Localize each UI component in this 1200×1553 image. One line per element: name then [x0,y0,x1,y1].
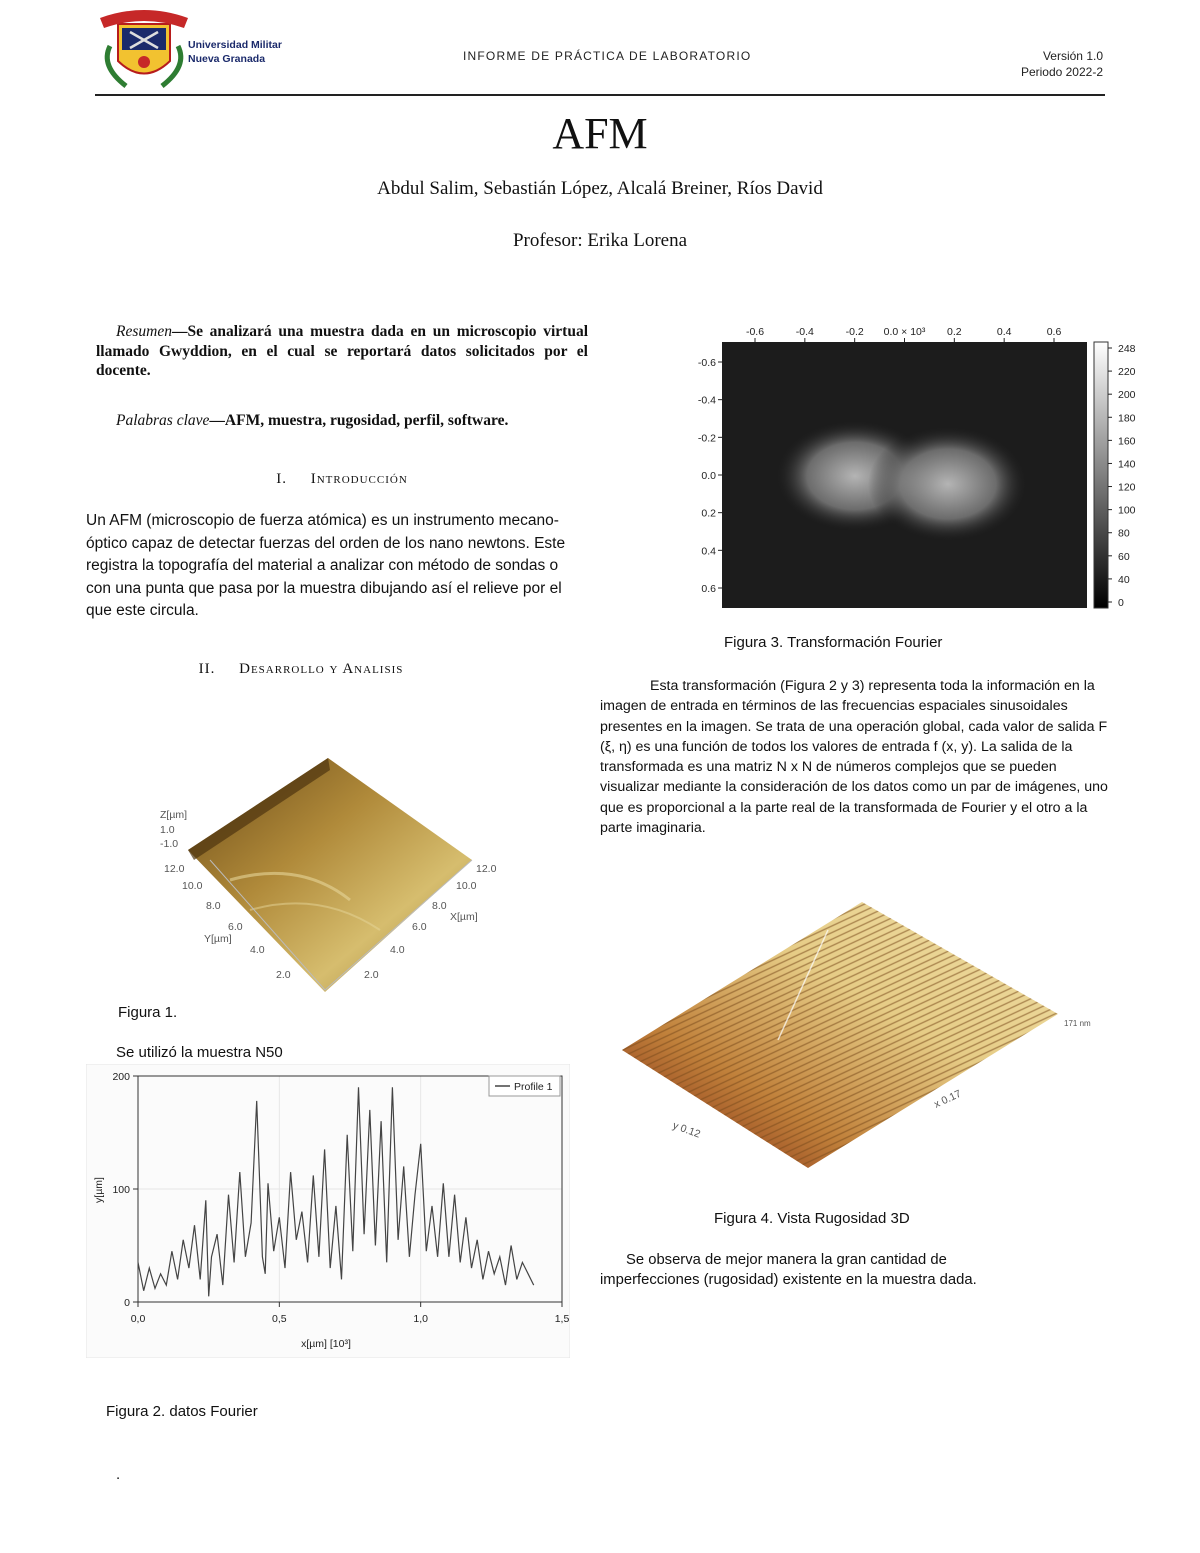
fig1-x-tick-3: 8.0 [432,900,447,912]
fourier-colorbar [1094,342,1108,608]
figure-3-caption: Figura 3. Transformación Fourier [724,634,943,651]
section-1-title: Introducción [310,471,408,487]
page-title: AFM [552,109,648,158]
section-heading-1 [96,471,588,488]
keywords [96,411,588,431]
figure-2-profile-chart [86,1064,570,1358]
fig3-colorbar-tick-label: 248 [1118,343,1136,355]
fig3-y-tick-label: 0.0 [701,470,716,482]
figure-4-roughness-3d [618,890,1098,1180]
fig3-x-tick-label: -0.2 [845,326,864,338]
section-1-num: I. [276,471,287,487]
fig3-colorbar-tick-label: 220 [1118,366,1136,379]
fig3-colorbar-tick-label: 200 [1118,389,1136,402]
fig4-x-label: x 0.17 [932,1087,964,1111]
logo-line1: Universidad Militar [188,39,282,51]
section-heading-2 [86,661,516,678]
fourier-text: Esta transformación (Figura 2 y 3) representa toda la información en la imagen de entrada en términos de las frecuencias espaciales sinusoidales presentes en la imagen. Se trata de una operación global, cada valor de salida F (ξ, η) es una función de todos los valores de entrada f (x, y). La salida de la transformada es una matriz N x N de números complejos que se pueden visualizar mediante la consideración de los datos como un par de imágenes, uno que es proporcional a la parte real de la transformada de Fourier y el otro a la parte imaginaria. [600,678,1108,837]
fig1-y-label: Y[µm] [204,933,232,945]
fig3-colorbar-tick-label: 180 [1118,412,1136,425]
chart-legend [489,1076,560,1096]
figure-1-note: Se utilizó la muestra N50 [116,1044,283,1061]
section-2-num: II. [198,661,216,677]
chart-legend-label: Profile 1 [514,1081,553,1093]
roughness-text: Se observa de mejor manera la gran cantidad de imperfecciones (rugosidad) existente en la muestra dada. [600,1252,977,1288]
abstract-text: —Se analizará una muestra dada en un microscopio virtual llamado Gwyddion, en el cual se reportará datos solicitados por el docente. [96,323,588,379]
figure-1-caption: Figura 1. [118,1004,178,1021]
fig3-colorbar-tick-label: 80 [1118,527,1130,540]
fig3-x-tick-label: 0.0 × 10³ [883,326,926,338]
university-logo [96,6,192,92]
footer-dot: . [116,1466,121,1483]
fig1-y-tick-4: 6.0 [228,921,243,933]
fig3-colorbar-tick-label: 40 [1118,573,1130,586]
fig4-z-label: 171 nm [1064,1019,1091,1028]
fig3-y-tick-label: -0.2 [697,432,716,445]
chart-y-axis-label: y[µm] [93,1177,105,1203]
fig1-y-tick-1: 12.0 [164,863,185,875]
fig3-y-tick-label: 0.6 [701,583,716,595]
chart-x-tick-label: 0,5 [272,1313,287,1325]
keywords-label: Palabras clave [116,412,210,429]
fig3-colorbar-tick-label: 160 [1118,435,1136,448]
fig3-colorbar-tick-label: 60 [1118,550,1130,563]
chart-x-tick-label: 0,0 [130,1313,146,1325]
professor: Profesor: Erika Lorena [512,230,688,251]
header-title: INFORME DE PRÁCTICA DE LABORATORIO [463,49,752,63]
fig1-y-tick-2: 10.0 [182,880,203,892]
abstract-label: Resumen [116,323,172,340]
fig1-y-tick-5: 4.0 [250,944,265,956]
header-rule [95,94,1105,96]
version-label: Versión 1.0 [1042,49,1103,63]
logo-line2: Nueva Granada [188,53,266,65]
chart-y-tick-label: 0 [124,1297,130,1309]
fig3-x-tick-label: 0.2 [947,326,962,338]
roughness-paragraph [600,1250,1020,1290]
fig1-x-tick-4: 6.0 [412,921,427,933]
period-label: Periodo 2022-2 [1020,65,1103,79]
figure-2-caption: Figura 2. datos Fourier [106,1403,258,1420]
fig1-x-label: X[µm] [450,911,478,923]
section-2-title: Desarrollo y Analisis [239,661,404,677]
fig1-z-tick-2: -1.0 [160,838,179,850]
figure-3-fourier-image [690,316,1142,612]
authors: Abdul Salim, Sebastián López, Alcalá Breiner, Ríos David [377,178,823,199]
chart-x-tick-label: 1,0 [413,1313,428,1325]
fig3-colorbar-tick-label: 100 [1118,504,1136,517]
fig1-z-label: Z[µm] [160,809,188,821]
chart-x-axis-label: x[µm] [10³] [301,1338,351,1350]
fig1-x-tick-6: 2.0 [364,969,379,981]
fig4-y-label: y 0.12 [670,1119,702,1141]
fig3-y-tick-label: -0.6 [697,357,716,369]
fig1-x-tick-1: 12.0 [476,863,497,875]
abstract [96,322,588,381]
fig1-z-tick-1: 1.0 [160,824,175,836]
fig3-x-tick-label: 0.6 [1046,326,1062,338]
fig3-y-tick-label: -0.4 [697,394,716,407]
fourier-paragraph [600,676,1118,838]
fig3-colorbar-tick-label: 0 [1118,597,1124,609]
fig3-y-tick-label: 0.4 [701,545,716,558]
chart-y-tick-label: 100 [112,1184,130,1196]
chart-x-tick-label: 1,5 [554,1313,570,1325]
chart-y-tick-label: 200 [112,1071,130,1083]
fig1-y-tick-3: 8.0 [206,900,221,912]
fig1-x-tick-5: 4.0 [390,944,405,956]
figure-4-caption: Figura 4. Vista Rugosidad 3D [714,1210,910,1227]
fig3-x-tick-label: -0.4 [795,326,814,338]
keywords-text: —AFM, muestra, rugosidad, perfil, software. [209,412,509,429]
intro-paragraph: Un AFM (microscopio de fuerza atómica) es un instrumento mecano-óptico capaz de detectar fuerzas del orden de los nano newtons. Este registra la topografía del material a analizar con método de sondas o con una punta que pasa por la muestra dibujando así el relieve por el que este circula. [86,512,566,619]
fig1-y-tick-6: 2.0 [276,969,291,981]
fig3-y-tick-label: 0.2 [701,507,716,520]
fig3-x-tick-label: 0.4 [996,326,1012,338]
fig3-colorbar-tick-label: 120 [1118,481,1136,494]
figure-1-surface-3d [150,740,510,1005]
fig1-x-tick-2: 10.0 [456,880,477,892]
fig3-colorbar-tick-label: 140 [1118,458,1136,471]
fig3-x-tick-label: -0.6 [745,326,765,338]
